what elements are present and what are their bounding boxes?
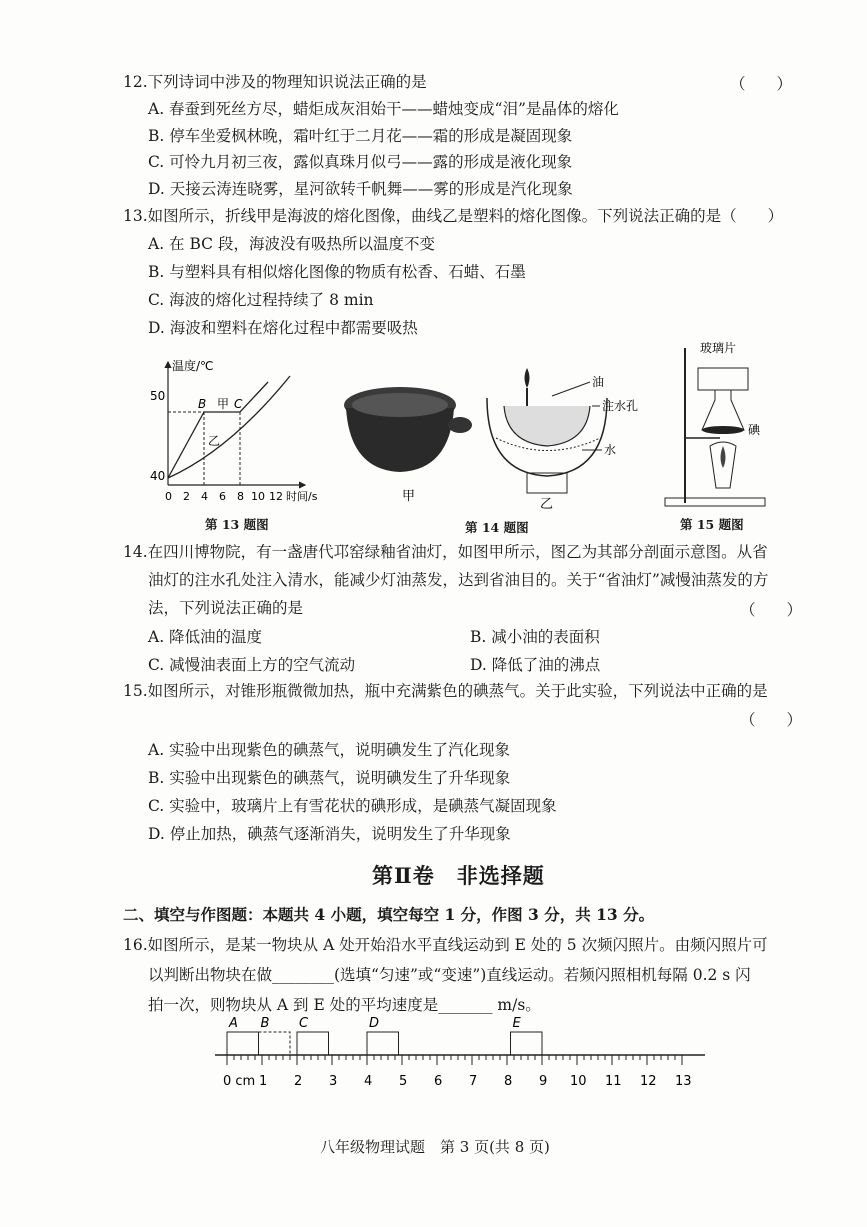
- fig13-ytick-40: 40: [150, 469, 166, 483]
- q12-answer-paren: （ ）: [730, 75, 793, 93]
- fig14-label-yi: 乙: [540, 497, 554, 512]
- fig15-glass-plate: [698, 368, 748, 390]
- fig14-cross-section: [482, 368, 652, 513]
- fig13-ylabel: 温度/℃: [172, 359, 214, 373]
- fig14-lamp-photo: [340, 360, 480, 510]
- q16-line-2: 以判断出物块在做________(选填“匀速”或“变速”)直线运动。若频闪照相机每隔 0.2 s 闪: [148, 966, 751, 984]
- fig13-xtick-12: 12: [269, 490, 283, 503]
- q14-answer-paren: （ ）: [740, 601, 803, 619]
- fig14-label-hole: 注水孔: [602, 399, 639, 413]
- q13-stem: 13.如图所示，折线甲是海波的熔化图像，曲线乙是塑料的熔化图像。下列说法正确的是（ ）: [123, 207, 784, 225]
- q15-stem: 15.如图所示，对锥形瓶微微加热，瓶中充满紫色的碘蒸气。关于此实验，下列说法中正确的是: [123, 682, 768, 700]
- q14-option-c: C. 减慢油表面上方的空气流动: [148, 656, 356, 674]
- fig16-block-b: [259, 1032, 291, 1055]
- q12-option-d: D. 天接云涛连晓雾，星河欲转千帆舞——雾的形成是汽化现象: [148, 180, 573, 198]
- fig16-tick-label: 4: [364, 1074, 373, 1089]
- q14-option-b: B. 减小油的表面积: [470, 628, 600, 646]
- q15-option-c: C. 实验中，玻璃片上有雪花状的碘形成，是碘蒸气凝固现象: [148, 797, 557, 815]
- fig16-block-c: [297, 1032, 329, 1055]
- fig13-point-b: B: [198, 397, 207, 411]
- part2-heading: 二、填空与作图题：本题共 4 小题，填空每空 1 分，作图 3 分，共 13 分。: [123, 905, 655, 924]
- fig15-label-glass: 玻璃片: [700, 341, 737, 355]
- fig16-tick-label: 2: [294, 1074, 303, 1089]
- fig16-ruler-figure: [205, 1010, 715, 1095]
- fig16-block-label: B: [260, 1016, 270, 1031]
- fig13-xtick-8: 8: [237, 490, 244, 503]
- q14-option-d: D. 降低了油的沸点: [470, 656, 601, 674]
- fig14-label-jia: 甲: [402, 489, 416, 504]
- fig13-label-jia: 甲: [217, 397, 230, 411]
- fig13-xtick-2: 2: [183, 490, 190, 503]
- fig15-label-iodine: 碘: [748, 423, 761, 437]
- fig14-lamp-spout: [448, 417, 472, 433]
- fig15-flame: [721, 446, 726, 468]
- fig16-tick-label: 9: [539, 1074, 548, 1089]
- fig13-xtick-10: 10: [251, 490, 265, 503]
- fig14-label-water: 水: [604, 443, 617, 457]
- fig13-point-c: C: [234, 397, 243, 411]
- q14-line-2: 油灯的注水孔处注入清水，能减少灯油蒸发，达到省油目的。关于“省油灯”减慢油蒸发的方: [148, 571, 769, 589]
- fig15-apparatus: [660, 338, 780, 513]
- fig16-tick-label: 7: [469, 1074, 478, 1089]
- fig16-tick-label: 0 cm: [223, 1074, 256, 1089]
- fig16-tick-label: 8: [504, 1074, 513, 1089]
- fig14-label-oil: 油: [592, 375, 605, 389]
- fig16-tick-label: 1: [259, 1074, 268, 1089]
- fig16-block-e: [511, 1032, 543, 1055]
- section-title: 第Ⅱ卷 非选择题: [372, 863, 545, 888]
- fig14-inner-bowl: [504, 406, 590, 446]
- q14-option-a: A. 降低油的温度: [148, 628, 263, 646]
- fig16-tick-label: 5: [399, 1074, 408, 1089]
- fig16-tick-label: 6: [434, 1074, 443, 1089]
- q16-line-1: 16.如图所示，是某一物块从 A 处开始沿水平直线运动到 E 处的 5 次频闪照片。由频闪照片可: [123, 936, 768, 954]
- q15-option-b: B. 实验中出现紫色的碘蒸气，说明碘发生了升华现象: [148, 769, 511, 787]
- fig16-ticks: [227, 1055, 682, 1065]
- fig16-tick-label: 10: [570, 1074, 587, 1089]
- q12-option-c: C. 可怜九月初三夜，露似真珠月似弓——露的形成是液化现象: [148, 153, 573, 171]
- fig14-flame: [525, 368, 530, 388]
- fig13-caption: 第 13 题图: [205, 517, 269, 532]
- fig16-block-a: [227, 1032, 259, 1055]
- fig16-tick-label: 12: [640, 1074, 657, 1089]
- q13-option-a: A. 在 BC 段，海波没有吸热所以温度不变: [148, 235, 435, 253]
- q13-option-c: C. 海波的熔化过程持续了 8 min: [148, 291, 374, 309]
- q13-option-d: D. 海波和塑料在熔化过程中都需要吸热: [148, 319, 418, 337]
- q15-answer-paren: （ ）: [740, 711, 803, 729]
- q12-option-b: B. 停车坐爱枫林晚，霜叶红于二月花——霜的形成是凝固现象: [148, 127, 573, 145]
- fig15-caption: 第 15 题图: [680, 517, 744, 532]
- fig16-tick-label: 13: [675, 1074, 692, 1089]
- q15-option-d: D. 停止加热，碘蒸气逐渐消失，说明发生了升华现象: [148, 825, 511, 843]
- fig16-block-label: C: [299, 1016, 309, 1031]
- fig13-xlabel: 时间/s: [286, 490, 318, 503]
- q15-option-a: A. 实验中出现紫色的碘蒸气，说明碘发生了汽化现象: [148, 741, 511, 759]
- fig14-lamp-body: [346, 408, 454, 472]
- fig16-tick-labels: [223, 1074, 692, 1089]
- fig14-oil-leader: [552, 382, 590, 396]
- fig13-xtick-4: 4: [201, 490, 208, 503]
- fig14-caption: 第 14 题图: [465, 520, 529, 535]
- fig15-stand-base: [665, 498, 765, 506]
- fig15-flask: [702, 390, 744, 430]
- q13-option-b: B. 与塑料具有相似熔化图像的物质有松香、石蜡、石墨: [148, 263, 526, 281]
- q12-option-a: A. 春蚕到死丝方尽，蜡炬成灰泪始干——蜡烛变成“泪”是晶体的熔化: [148, 100, 619, 118]
- page-footer: 八年级物理试题 第 3 页(共 8 页): [320, 1138, 550, 1156]
- fig16-block-d: [367, 1032, 399, 1055]
- fig16-tick-label: 11: [605, 1074, 622, 1089]
- fig16-block-label: A: [229, 1016, 238, 1031]
- q14-line-1: 14.在四川博物院，有一盏唐代邛窑绿釉省油灯，如图甲所示，图乙为其部分剖面示意图。从省: [123, 543, 768, 561]
- fig13-label-yi: 乙: [208, 434, 221, 448]
- fig13-xtick-6: 6: [219, 490, 226, 503]
- fig14-lamp-inner: [352, 393, 448, 417]
- fig16-blocks: [227, 1016, 542, 1055]
- fig13-ytick-50: 50: [150, 389, 166, 403]
- fig15-iodine-crystals: [702, 426, 744, 434]
- fig16-block-label: E: [512, 1016, 521, 1031]
- fig13-melting-graph: [140, 350, 318, 510]
- fig16-tick-label: 3: [329, 1074, 338, 1089]
- fig13-curve-yi: [168, 376, 290, 478]
- fig13-xtick-0: 0: [165, 490, 172, 503]
- fig16-block-label: D: [369, 1016, 380, 1031]
- q12-stem: 12.下列诗词中涉及的物理知识说法正确的是: [123, 73, 427, 91]
- q16-line-3: 拍一次，则物块从 A 到 E 处的平均速度是_______ m/s。: [148, 996, 541, 1014]
- q14-line-3: 法，下列说法正确的是: [148, 599, 304, 617]
